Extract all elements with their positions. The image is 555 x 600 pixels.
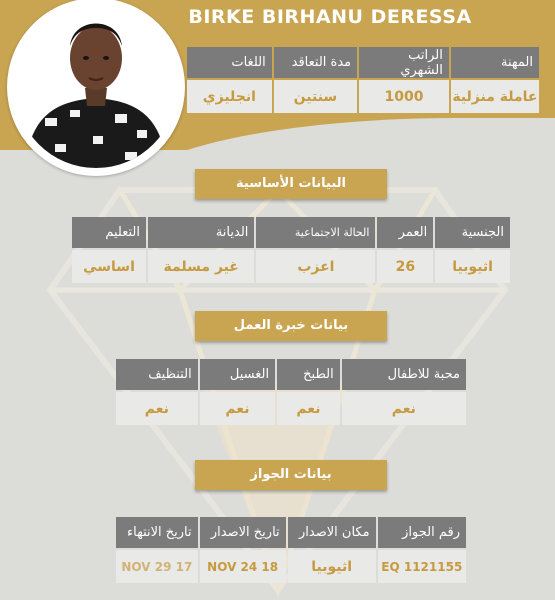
header-washing: الغسيل <box>200 359 275 390</box>
value-issue-place: اثيوبيا <box>288 550 376 583</box>
value-cooking: نعم <box>277 392 340 425</box>
header-contract: مدة التعاقد <box>274 47 357 78</box>
value-expiry-date: NOV 29 17 <box>116 550 198 583</box>
value-childcare: نعم <box>342 392 466 425</box>
header-salary: الراتب الشهري <box>359 47 449 78</box>
header-age: العمر <box>377 217 433 248</box>
value-marital: اعزب <box>256 250 375 283</box>
top-info-table <box>185 45 541 115</box>
header-passport-number: رقم الجواز <box>378 517 466 548</box>
header-nationality: الجنسية <box>435 217 510 248</box>
header-issue-date: تاريخ الاصدار <box>200 517 286 548</box>
header-marital: الحالة الاجتماعية <box>256 217 375 248</box>
experience-table <box>114 357 468 427</box>
value-nationality: اثيوبيا <box>435 250 510 283</box>
value-passport-number: EQ 1121155 <box>378 550 466 583</box>
value-cleaning: نعم <box>116 392 198 425</box>
value-age: 26 <box>377 250 433 283</box>
header-job: المهنة <box>451 47 539 78</box>
value-languages: انجليزي <box>187 80 272 113</box>
header-cleaning: التنظيف <box>116 359 198 390</box>
value-salary: 1000 <box>359 80 449 113</box>
header-childcare: محبة للاطفال <box>342 359 466 390</box>
value-contract: سنتين <box>274 80 357 113</box>
header-religion: الديانة <box>148 217 254 248</box>
header-languages: اللغات <box>187 47 272 78</box>
section-passport-title: بيانات الجواز <box>195 460 387 490</box>
value-job: عاملة منزلية <box>451 80 539 113</box>
value-education: اساسي <box>72 250 146 283</box>
value-religion: غير مسلمة <box>148 250 254 283</box>
value-issue-date: NOV 24 18 <box>200 550 286 583</box>
basic-info-table <box>70 215 512 285</box>
header-education: التعليم <box>72 217 146 248</box>
passport-table <box>114 515 468 585</box>
header-expiry-date: تاريخ الانتهاء <box>116 517 198 548</box>
header-issue-place: مكان الاصدار <box>288 517 376 548</box>
header-cooking: الطبخ <box>277 359 340 390</box>
profile-photo <box>15 6 177 168</box>
section-experience-title: بيانات خبرة العمل <box>195 311 387 341</box>
value-washing: نعم <box>200 392 275 425</box>
section-basic-title: البيانات الأساسية <box>195 169 387 199</box>
person-name: BIRKE BIRHANU DERESSA <box>188 6 472 28</box>
